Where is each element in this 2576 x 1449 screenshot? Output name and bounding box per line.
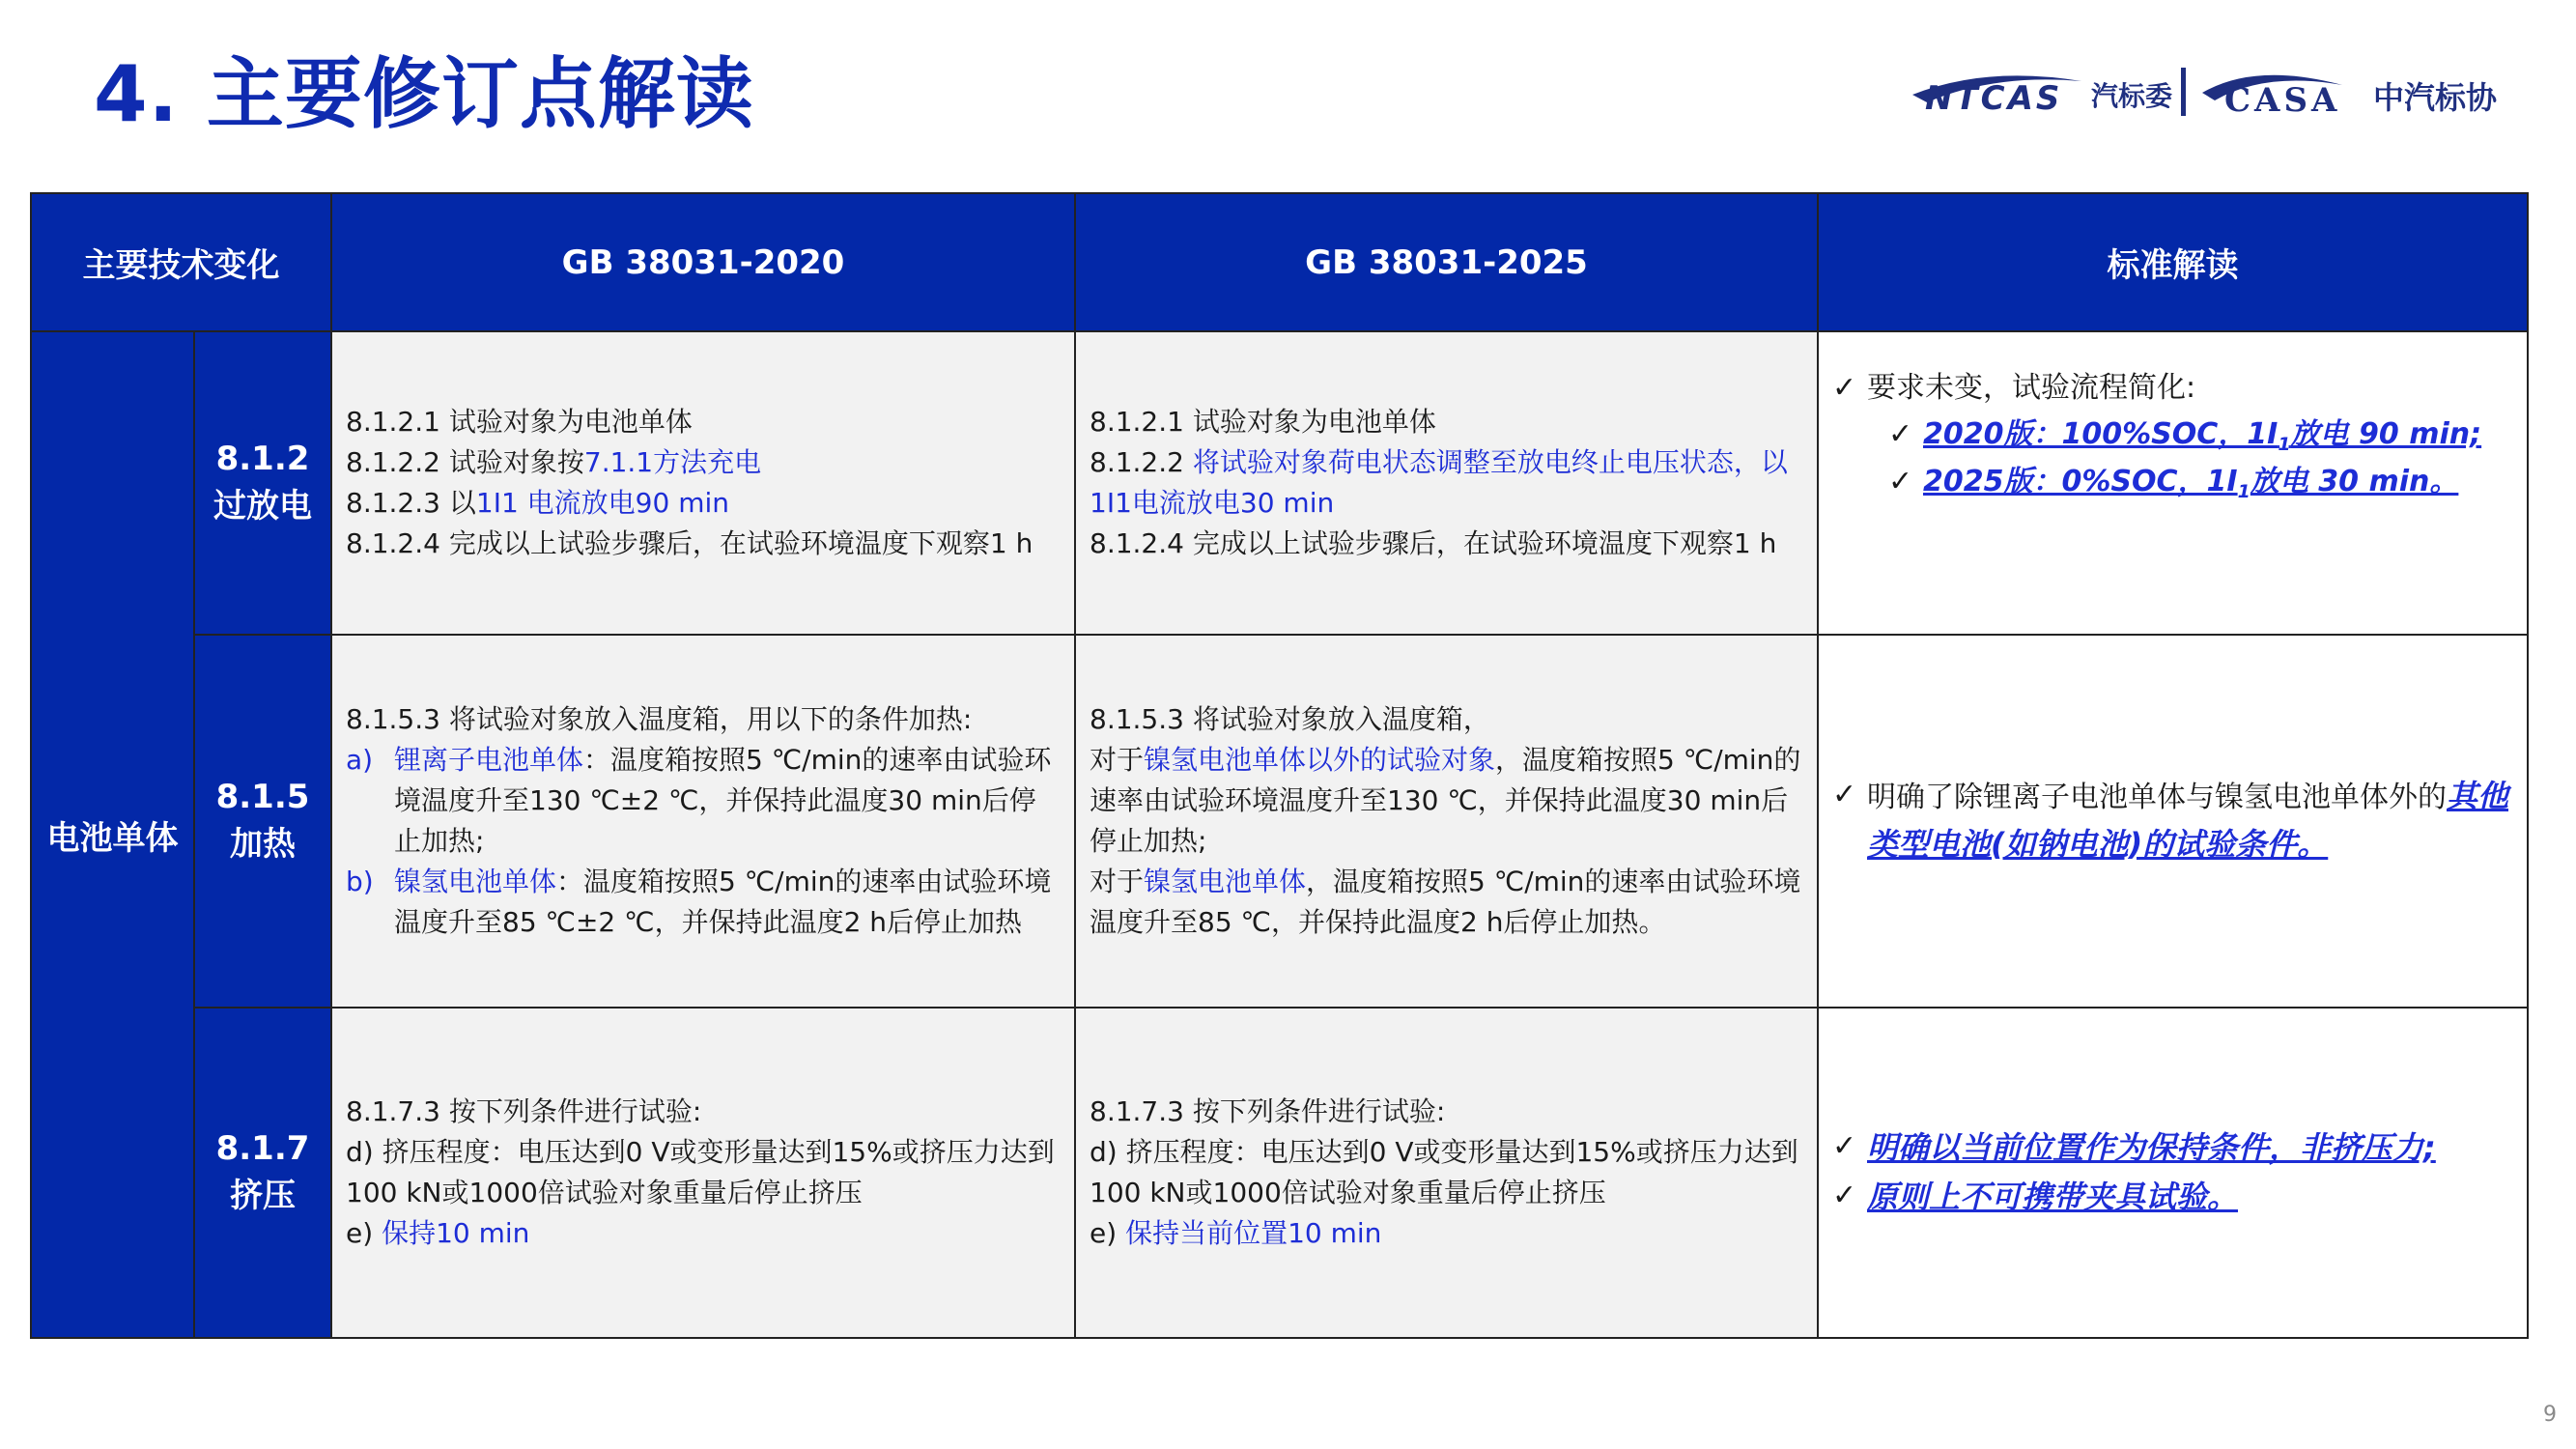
text-segment: 对于 xyxy=(1090,744,1145,776)
text-line: 8.1.2.1 试验对象为电池单体 xyxy=(1090,406,1436,438)
new-standard-cell xyxy=(1075,1008,1818,1338)
text-segment: 8.1.2.2 xyxy=(1090,446,1193,478)
text-line: 8.1.2.1 试验对象为电池单体 xyxy=(346,406,693,438)
table-row xyxy=(31,1008,2528,1338)
text-line: 8.1.7.3 按下列条件进行试验: xyxy=(1090,1095,1446,1127)
text-line: 8.1.5.3 将试验对象放入温度箱，用以下的条件加热: xyxy=(346,703,973,735)
text-line: 8.1.2.4 完成以上试验步骤后，在试验环境温度下观察1 h xyxy=(1090,527,1777,559)
text-line xyxy=(1090,862,1801,943)
text-segment: 放电 90 min; xyxy=(2290,417,2482,451)
clause-name: 加热 xyxy=(230,825,296,864)
old-standard-cell xyxy=(331,331,1075,635)
text-segment: 放电 30 min。 xyxy=(2250,465,2459,499)
list-item xyxy=(346,740,1059,862)
check-icon: ✓ xyxy=(1832,1128,1857,1163)
header-gb-2020: GB 38031-2020 xyxy=(331,193,1075,331)
highlight-text: 保持10 min xyxy=(382,1217,530,1249)
subscript: 1 xyxy=(2278,434,2291,455)
list-item xyxy=(346,862,1059,943)
text-line xyxy=(1090,442,1801,524)
interpretation-highlight xyxy=(1923,412,2481,459)
clause-name: 挤压 xyxy=(230,1177,296,1215)
interpretation-cell xyxy=(1818,1008,2528,1338)
subscript: 1 xyxy=(2237,481,2250,503)
check-item xyxy=(1832,459,2511,506)
clause-name: 过放电 xyxy=(213,487,312,526)
table-row xyxy=(31,331,2528,635)
list-text xyxy=(394,862,1059,943)
text-segment: 明确了除锂离子电池单体与镍氢电池单体外的 xyxy=(1867,781,2447,815)
check-item xyxy=(1832,1173,2511,1222)
check-icon: ✓ xyxy=(1888,417,1913,451)
highlight-text: 镍氢电池单体 xyxy=(1144,866,1307,897)
page-title: 4. 主要修订点解读 xyxy=(94,49,754,139)
header-gb-2025: GB 38031-2025 xyxy=(1075,193,1818,331)
logo-group xyxy=(1908,64,2506,122)
text-line xyxy=(1090,1213,1801,1254)
highlight-text: 将试验对象荷电状态调整至放电终止电压状态，以1I1电流放电30 min xyxy=(1090,446,1788,519)
check-item xyxy=(1832,773,2511,868)
new-standard-cell xyxy=(1075,331,1818,635)
check-icon: ✓ xyxy=(1832,371,1857,405)
text-line: d) 挤压程度：电压达到0 V或变形量达到15%或挤压力达到100 kN或1000倍试验对象重量后停止挤压 xyxy=(1090,1136,1798,1208)
ntcas-logo-text: NTCAS xyxy=(1925,79,2063,118)
check-icon: ✓ xyxy=(1832,778,1857,812)
page-number: 9 xyxy=(2543,1403,2557,1427)
interpretation-cell xyxy=(1818,331,2528,635)
text-segment: 对于 xyxy=(1090,866,1145,897)
highlight-text: 镍氢电池单体 xyxy=(394,866,557,897)
text-line: 8.1.2.4 完成以上试验步骤后，在试验环境温度下观察1 h xyxy=(346,527,1033,559)
logo-separator xyxy=(2181,68,2186,116)
text-segment: 2020版：100%SOC，1I xyxy=(1923,417,2279,451)
interpretation-cell xyxy=(1818,635,2528,1008)
casa-logo-cn: 中汽标协 xyxy=(2373,79,2498,116)
interpretation-text xyxy=(1867,773,2511,868)
clause-cell xyxy=(194,635,331,1008)
text-segment: e) xyxy=(346,1217,382,1249)
text-line xyxy=(346,483,1059,524)
ntcas-logo-cn: 汽标委 xyxy=(2091,80,2173,112)
check-item xyxy=(1832,365,2511,412)
text-line: d) 挤压程度：电压达到0 V或变形量达到15%或挤压力达到100 kN或1000倍试验对象重量后停止挤压 xyxy=(346,1136,1055,1208)
list-marker: a) xyxy=(346,744,374,776)
text-line xyxy=(346,1213,1059,1254)
text-segment: 2025版：0%SOC，1I xyxy=(1923,465,2238,499)
text-segment: ，温度箱按照5 ℃/min的速率由试验环境温度升至130 ℃，并保持此温度30 min后停止加热; xyxy=(1090,744,1801,857)
header-interpretation: 标准解读 xyxy=(1818,193,2528,331)
highlight-text: 锂离子电池单体 xyxy=(394,744,584,776)
check-item xyxy=(1832,412,2511,459)
interpretation-highlight xyxy=(1923,459,2458,506)
interpretation-highlight: 原则上不可携带夹具试验。 xyxy=(1867,1179,2239,1215)
highlight-text: 镍氢电池单体以外的试验对象 xyxy=(1144,744,1496,776)
text-segment: ：温度箱按照5 ℃/min的速率由试验环境温度升至130 ℃±2 ℃，并保持此温度30 min后停止加热; xyxy=(394,744,1052,857)
list-text xyxy=(394,740,1059,862)
group-battery-cell: 电池单体 xyxy=(31,331,194,1338)
text-line xyxy=(1090,740,1801,862)
clause-number: 8.1.5 xyxy=(215,777,310,816)
casa-logo-text: CASA xyxy=(2224,81,2341,120)
text-line xyxy=(346,442,1059,483)
table-header-row xyxy=(31,193,2528,331)
comparison-table xyxy=(30,192,2529,1339)
text-segment: 8.1.2.3 以 xyxy=(346,487,476,519)
table-row xyxy=(31,635,2528,1008)
clause-number: 8.1.2 xyxy=(215,439,310,478)
clause-cell xyxy=(194,331,331,635)
text-segment: 8.1.2.2 试验对象按 xyxy=(346,446,584,478)
interpretation-highlight: 其他类型电池(如钠电池)的试验条件。 xyxy=(1867,778,2509,863)
highlight-text: 保持当前位置10 min xyxy=(1125,1217,1382,1249)
old-standard-cell xyxy=(331,1008,1075,1338)
check-item xyxy=(1832,1123,2511,1173)
new-standard-cell xyxy=(1075,635,1818,1008)
highlight-text: 1I1 电流放电90 min xyxy=(475,487,729,519)
clause-cell xyxy=(194,1008,331,1338)
old-standard-cell xyxy=(331,635,1075,1008)
check-icon: ✓ xyxy=(1832,1179,1857,1212)
text-segment: ，温度箱按照5 ℃/min的速率由试验环境温度升至85 ℃，并保持此温度2 h后停止加热。 xyxy=(1090,866,1801,938)
highlight-text: 7.1.1方法充电 xyxy=(583,446,762,478)
interpretation-text: 要求未变，试验流程简化: xyxy=(1867,371,2196,405)
header-tech-change: 主要技术变化 xyxy=(31,193,331,331)
interpretation-highlight: 明确以当前位置作为保持条件，非挤压力; xyxy=(1867,1128,2436,1166)
text-line: 8.1.5.3 将试验对象放入温度箱， xyxy=(1090,703,1490,735)
text-line: 8.1.7.3 按下列条件进行试验: xyxy=(346,1095,702,1127)
text-segment: ：温度箱按照5 ℃/min的速率由试验环境温度升至85 ℃±2 ℃，并保持此温度2 h后停止加热 xyxy=(394,866,1052,938)
text-segment: e) xyxy=(1090,1217,1126,1249)
clause-number: 8.1.7 xyxy=(215,1128,310,1168)
list-marker: b) xyxy=(346,866,374,897)
check-icon: ✓ xyxy=(1888,465,1913,499)
